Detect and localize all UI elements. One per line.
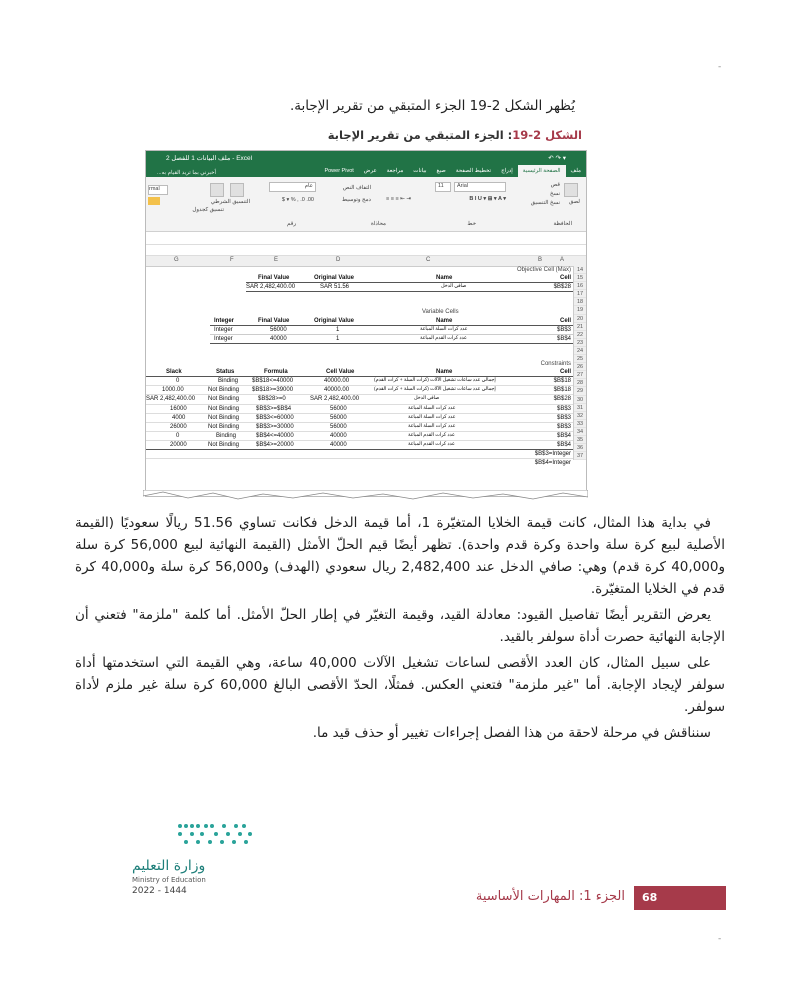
row-number[interactable]: 31 — [574, 404, 586, 412]
con-status[interactable]: Not Binding — [208, 396, 240, 403]
con-formula[interactable]: $B$3>=$B$4 — [256, 405, 292, 412]
con-slack[interactable]: SAR 2,482,400.00 — [146, 396, 196, 403]
format-painter-button[interactable]: نسخ التنسيق — [530, 200, 560, 206]
row-number[interactable]: 21 — [574, 323, 586, 331]
row-number[interactable]: 17 — [574, 290, 586, 298]
row-number[interactable]: 37 — [574, 452, 586, 460]
row-number[interactable]: 26 — [574, 363, 586, 371]
font-size-box[interactable] — [435, 182, 451, 192]
excel-window-title: ملف البيانات 1 للفصل 2 - Excel — [166, 155, 253, 162]
var-header-cell: Cell — [559, 317, 571, 324]
corner-mark: - — [718, 934, 722, 944]
con-value[interactable]: 56000 — [330, 414, 347, 421]
con-header-formula: Formula — [264, 369, 288, 376]
con-value[interactable]: 40000.00 — [324, 387, 350, 394]
paragraph: سنناقش في مرحلة لاحقة من هذا الفصل إجراءات تغيير أو حذف قيد ما. — [312, 725, 711, 741]
tab-page-layout[interactable]: تخطيط الصفحة — [455, 168, 492, 174]
con-formula[interactable]: $B$18<=40000 — [252, 378, 294, 385]
body-text — [75, 512, 725, 748]
merge-center-button[interactable]: دمج وتوسيط — [342, 197, 371, 203]
tab-data[interactable]: بيانات — [413, 168, 427, 174]
col-header-e[interactable]: E — [274, 257, 279, 263]
row-number[interactable]: 30 — [574, 396, 586, 404]
row-number[interactable]: 32 — [574, 412, 586, 420]
con-formula[interactable]: $B$28>=0 — [258, 396, 286, 403]
corner-mark: - — [718, 62, 722, 72]
con-formula[interactable]: $B$3<=60000 — [256, 414, 294, 421]
con-formula[interactable]: $B$18>=39000 — [252, 387, 294, 394]
con-value[interactable]: 56000 — [330, 405, 347, 412]
con-header-name: Name — [436, 369, 453, 376]
report-grid — [146, 266, 573, 467]
conditional-formatting-icon[interactable] — [230, 183, 244, 197]
obj-final[interactable]: SAR 2,482,400.00 — [246, 284, 296, 291]
var-header-integer: Integer — [214, 317, 235, 324]
var-header-name: Name — [436, 317, 453, 324]
row-number[interactable]: 20 — [574, 315, 586, 323]
font-name-value: Arial — [457, 183, 469, 189]
variable-section-title: Variable Cells — [422, 309, 459, 316]
con-value[interactable]: 40000 — [330, 432, 347, 439]
formula-bar[interactable] — [146, 244, 586, 256]
dots-logo-icon — [172, 818, 262, 854]
con-status[interactable]: Not Binding — [208, 441, 240, 448]
con-header-status: Status — [216, 369, 235, 376]
obj-header-final: Final Value — [258, 275, 290, 282]
con-status[interactable]: Binding — [216, 432, 237, 439]
con-slack[interactable]: 0 — [176, 378, 180, 385]
con-name[interactable]: عدد كرات السلة المباعة — [408, 405, 456, 411]
var-original[interactable]: 1 — [336, 335, 340, 342]
tab-view[interactable]: عرض — [363, 168, 377, 174]
cell-style-swatch[interactable] — [148, 197, 160, 205]
paste-icon[interactable] — [564, 183, 578, 197]
bold-italic-underline-icons[interactable]: B I U ▾ ⊞ ▾ A ▾ — [469, 196, 506, 202]
con-status[interactable]: Not Binding — [208, 405, 240, 412]
con-header-cell: Cell — [559, 369, 571, 376]
figure-title: : الجزء المتبقي من تقرير الإجابة — [327, 128, 513, 142]
page-number: 68 — [634, 886, 726, 910]
cell-style-value: rmal — [149, 186, 160, 192]
tab-home[interactable]: الصفحة الرئيسية — [518, 165, 566, 177]
con-status[interactable]: Binding — [218, 378, 239, 385]
integer-constraint[interactable]: $B$4=Integer — [534, 460, 571, 467]
con-cell[interactable]: $B$3 — [556, 414, 571, 421]
row-number[interactable]: 29 — [574, 387, 586, 395]
col-header-b[interactable]: B — [538, 257, 543, 263]
row-number[interactable]: 36 — [574, 444, 586, 452]
row-number[interactable]: 34 — [574, 428, 586, 436]
col-header-d[interactable]: D — [336, 257, 341, 263]
var-name[interactable]: عدد كرات القدم المباعة — [420, 335, 467, 341]
con-name[interactable]: عدد كرات القدم المباعة — [408, 432, 455, 438]
con-value[interactable]: SAR 2,482,400.00 — [310, 396, 360, 403]
con-name[interactable]: إجمالي عدد ساعات تشغيل الآلات (كرات السلة + كرات القدم) — [374, 378, 496, 384]
alignment-group-label: محاذاة — [370, 221, 386, 227]
var-header-original: Original Value — [314, 317, 355, 324]
con-status[interactable]: Not Binding — [208, 423, 240, 430]
row-number[interactable]: 27 — [574, 371, 586, 379]
cut-button[interactable]: قص — [550, 182, 560, 188]
var-name[interactable]: عدد كرات السلة المباعة — [420, 326, 468, 332]
alignment-icons[interactable]: ≡ ≡ ≡ ⇤ ⇥ — [386, 196, 411, 202]
excel-screenshot — [145, 150, 587, 497]
ministry-name-english: Ministry of Education — [132, 876, 206, 884]
obj-header-cell: Cell — [559, 275, 571, 282]
con-status[interactable]: Not Binding — [208, 414, 240, 421]
col-header-g[interactable]: G — [174, 257, 179, 263]
row-number[interactable]: 19 — [574, 306, 586, 314]
con-value[interactable]: 40000 — [330, 441, 347, 448]
con-name[interactable]: عدد كرات السلة المباعة — [408, 423, 456, 429]
obj-header-name: Name — [436, 275, 453, 282]
con-slack[interactable]: 0 — [176, 432, 180, 439]
tab-power-pivot[interactable]: Power Pivot — [324, 168, 354, 174]
row-number[interactable]: 15 — [574, 274, 586, 282]
obj-header-original: Original Value — [314, 275, 355, 282]
con-name[interactable]: عدد كرات القدم المباعة — [408, 441, 455, 447]
integer-constraint[interactable]: $B$3=Integer — [534, 450, 571, 457]
tab-review[interactable]: مراجعة — [386, 168, 404, 174]
con-cell[interactable]: $B$4 — [556, 432, 571, 439]
con-formula[interactable]: $B$4>=20000 — [256, 441, 294, 448]
var-original[interactable]: 1 — [336, 326, 340, 333]
ribbon-tabs — [146, 165, 586, 177]
number-format-icons[interactable]: $ ▾ % , .0 .00 — [281, 197, 314, 203]
copy-button[interactable]: نسخ — [550, 191, 560, 197]
font-group-label: خط — [467, 221, 476, 227]
con-name[interactable]: صافي الدخل — [414, 396, 440, 402]
figure-label: الشكل 2-19 — [512, 128, 582, 142]
ribbon-gap — [146, 232, 586, 244]
conditional-formatting-label: التنسيق الشرطي — [210, 199, 250, 205]
row-number[interactable]: 28 — [574, 379, 586, 387]
var-cell[interactable]: $B$4 — [556, 335, 571, 342]
intro-text: يُظهر الشكل 2-19 الجزء المتبقي من تقرير الإجابة. — [289, 98, 575, 114]
var-final[interactable]: 56000 — [270, 326, 287, 333]
tell-me-search[interactable]: أخبرني بما تريد القيام به... — [157, 170, 217, 176]
obj-name[interactable]: صافي الدخل — [441, 284, 467, 290]
con-formula[interactable]: $B$3>=30000 — [256, 423, 294, 430]
format-as-table-icon[interactable] — [210, 183, 224, 197]
var-integer[interactable]: Integer — [214, 326, 233, 333]
con-cell[interactable]: $B$18 — [553, 378, 571, 385]
con-header-value: Cell Value — [326, 369, 355, 376]
con-slack[interactable]: 20000 — [170, 441, 187, 448]
row-number[interactable]: 14 — [574, 266, 586, 274]
quick-access-icons: ↶ ↷ ▾ — [548, 155, 566, 162]
ribbon-home — [146, 177, 586, 232]
var-header-final: Final Value — [258, 317, 290, 324]
part-title: الجزء 1: المهارات الأساسية — [475, 889, 625, 904]
objective-section-title: Objective Cell (Max) — [516, 267, 571, 273]
row-number[interactable]: 24 — [574, 347, 586, 355]
con-name[interactable]: عدد كرات السلة المباعة — [408, 414, 456, 420]
con-slack[interactable]: 4000 — [172, 414, 186, 421]
worksheet — [146, 256, 586, 467]
col-header-f[interactable]: F — [230, 257, 234, 263]
var-integer[interactable]: Integer — [214, 335, 233, 342]
col-header-c[interactable]: C — [426, 257, 431, 263]
excel-titlebar — [146, 151, 586, 165]
tab-formulas[interactable]: صيغ — [436, 168, 446, 174]
con-cell[interactable]: $B$18 — [553, 387, 571, 394]
con-value[interactable]: 40000.00 — [324, 378, 350, 385]
row-number[interactable]: 33 — [574, 420, 586, 428]
row-number[interactable]: 18 — [574, 298, 586, 306]
ministry-year: 2022 - 1444 — [132, 886, 187, 896]
cell-style-normal[interactable] — [148, 185, 168, 195]
ministry-name-arabic: وزارة التعليم — [132, 858, 206, 874]
format-as-table-label: تنسيق كجدول — [192, 207, 224, 213]
font-name-box[interactable] — [454, 182, 506, 192]
number-group-label: رقم — [287, 221, 296, 227]
con-slack[interactable]: 1000.00 — [162, 387, 184, 394]
torn-edge — [143, 490, 588, 504]
con-value[interactable]: 56000 — [330, 423, 347, 430]
number-format-box[interactable] — [269, 182, 316, 192]
tab-file[interactable]: ملف — [570, 168, 581, 174]
con-formula[interactable]: $B$4<=40000 — [256, 432, 294, 439]
con-cell[interactable]: $B$4 — [556, 441, 571, 448]
col-header-a[interactable]: A — [560, 257, 565, 263]
figure-caption — [328, 128, 582, 142]
var-cell[interactable]: $B$3 — [556, 326, 571, 333]
row-number[interactable]: 22 — [574, 331, 586, 339]
row-numbers — [573, 266, 586, 460]
con-cell[interactable]: $B$28 — [553, 396, 571, 403]
ministry-logo — [128, 818, 258, 898]
font-size-value: 11 — [438, 183, 444, 189]
row-number[interactable]: 16 — [574, 282, 586, 290]
obj-original[interactable]: SAR 51.56 — [320, 284, 350, 291]
con-cell[interactable]: $B$3 — [556, 405, 571, 412]
con-header-slack: Slack — [166, 369, 182, 376]
obj-cell[interactable]: $B$28 — [553, 284, 571, 291]
paragraph: على سبيل المثال، كان العدد الأقصى لساعات تشغيل الآلات 40,000 ساعة، وهي القيمة التي استخدمتها أداة سولفر لإيجاد الإجابة. أما "غير ملزمة" فتعني العكس. فمثلًا، الحدّ الأقصى البالغ 60,000 كرة سلة غير ملزم لأداة سولفر. — [75, 655, 725, 715]
paragraph: في بداية هذا المثال، كانت قيمة الخلايا المتغيّرة 1، أما قيمة الدخل فكانت تساوي 51.56 ريالًا سعوديًا (القيمة الأصلية لبيع كرة سلة واحدة وكرة قدم واحدة). تظهر أيضًا قيم الحلّ الأمثل (القيمة النهائية لبيع 56,000 كرة سلة و40,000 كرة قدم) وهي: صافي الدخل عند 2,482,400 ريال سعودي (الهدف) و56,000 كرة سلة و40,000 كرة قدم في الخلايا المتغيّرة. — [75, 515, 725, 597]
row-number[interactable]: 25 — [574, 355, 586, 363]
wrap-text-button[interactable]: التفاف النص — [342, 185, 371, 191]
row-number[interactable]: 23 — [574, 339, 586, 347]
var-final[interactable]: 40000 — [270, 335, 287, 342]
con-slack[interactable]: 26000 — [170, 423, 187, 430]
number-format-value: عام — [304, 183, 313, 189]
row-number[interactable]: 35 — [574, 436, 586, 444]
con-cell[interactable]: $B$3 — [556, 423, 571, 430]
tab-insert[interactable]: إدراج — [501, 168, 513, 174]
con-slack[interactable]: 16000 — [170, 405, 187, 412]
constraints-section-title: Constraints — [540, 361, 571, 368]
con-status[interactable]: Not Binding — [208, 387, 240, 394]
clipboard-group-label: الحافظة — [553, 221, 572, 227]
paragraph: يعرض التقرير أيضًا تفاصيل القيود: معادلة القيد، وقيمة التغيّر في إطار الحلّ الأمثل. أما كلمة "ملزمة" فتعني أن الإجابة النهائية حصرت أداة سولفر بالقيد. — [75, 607, 725, 645]
con-name[interactable]: إجمالي عدد ساعات تشغيل الآلات (كرات السلة + كرات القدم) — [374, 387, 496, 393]
paste-label: لصق — [568, 199, 580, 205]
